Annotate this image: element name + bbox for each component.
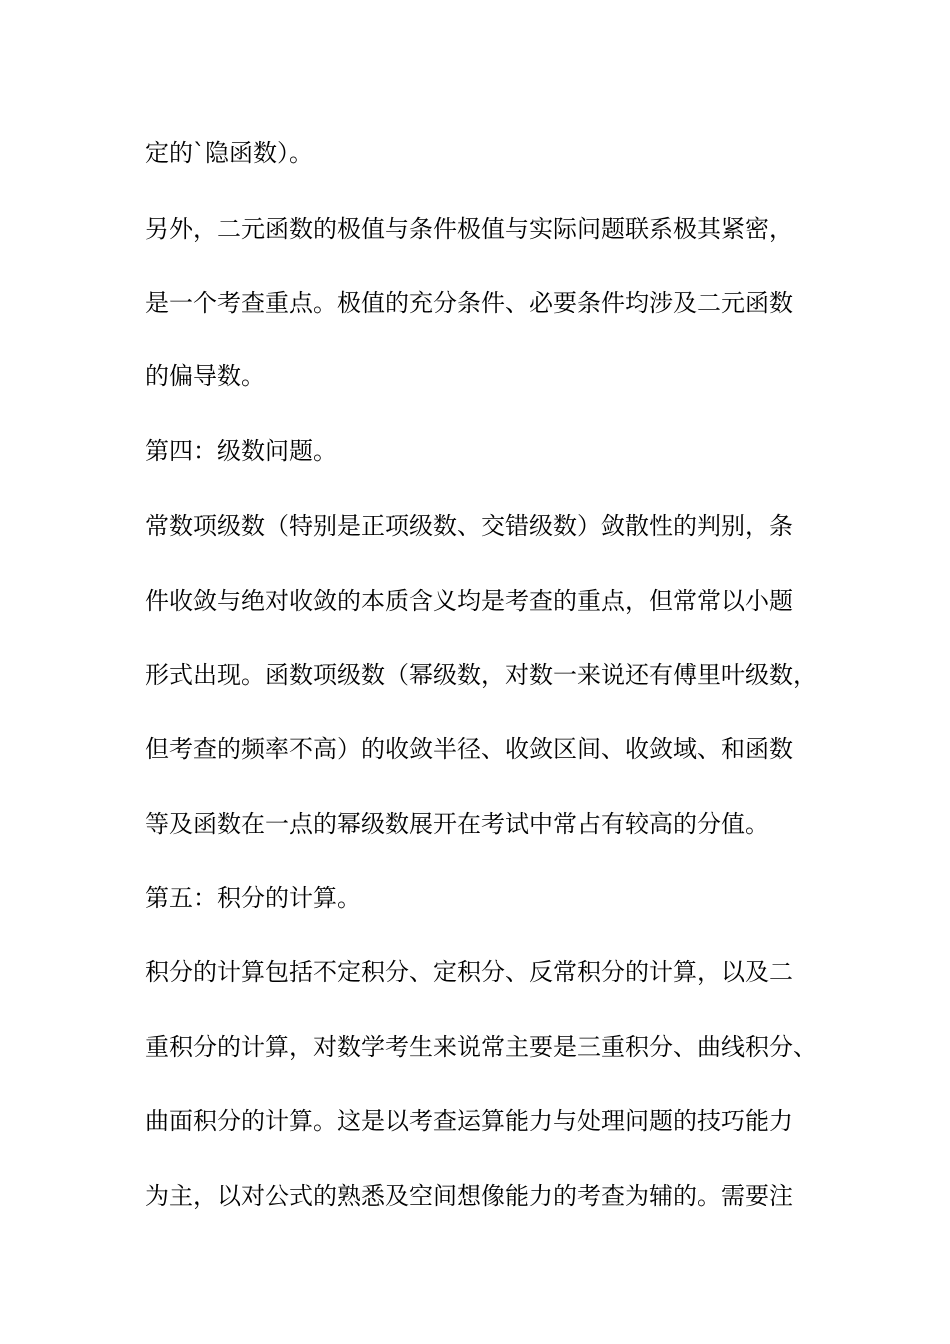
text-line: 常数项级数（特别是正项级数、交错级数）敛散性的判别，条 — [145, 512, 793, 540]
text-line: 曲面积分的计算。这是以考查运算能力与处理问题的技巧能力 — [145, 1107, 793, 1135]
text-line: 等及函数在一点的幂级数展开在考试中常占有较高的分值。 — [145, 810, 769, 838]
section-heading: 第四：级数问题。 — [145, 437, 337, 465]
text-line: 件收敛与绝对收敛的本质含义均是考查的重点，但常常以小题 — [145, 587, 793, 615]
text-line: 定的`隐函数）。 — [145, 139, 313, 167]
section-heading: 第五：积分的计算。 — [145, 884, 361, 912]
text-line: 积分的计算包括不定积分、定积分、反常积分的计算，以及二 — [145, 958, 793, 986]
text-line: 重积分的计算，对数学考生来说常主要是三重积分、曲线积分、 — [145, 1033, 817, 1061]
text-line: 为主，以对公式的熟悉及空间想像能力的考查为辅的。需要注 — [145, 1182, 793, 1210]
text-line: 的偏导数。 — [145, 362, 265, 390]
text-line: 另外，二元函数的极值与条件极值与实际问题联系极其紧密， — [145, 215, 793, 243]
text-line: 但考查的频率不高）的收敛半径、收敛区间、收敛域、和函数 — [145, 735, 793, 763]
text-line: 是一个考查重点。极值的充分条件、必要条件均涉及二元函数 — [145, 289, 793, 317]
text-line: 形式出现。函数项级数（幂级数，对数一来说还有傅里叶级数， — [145, 661, 817, 689]
